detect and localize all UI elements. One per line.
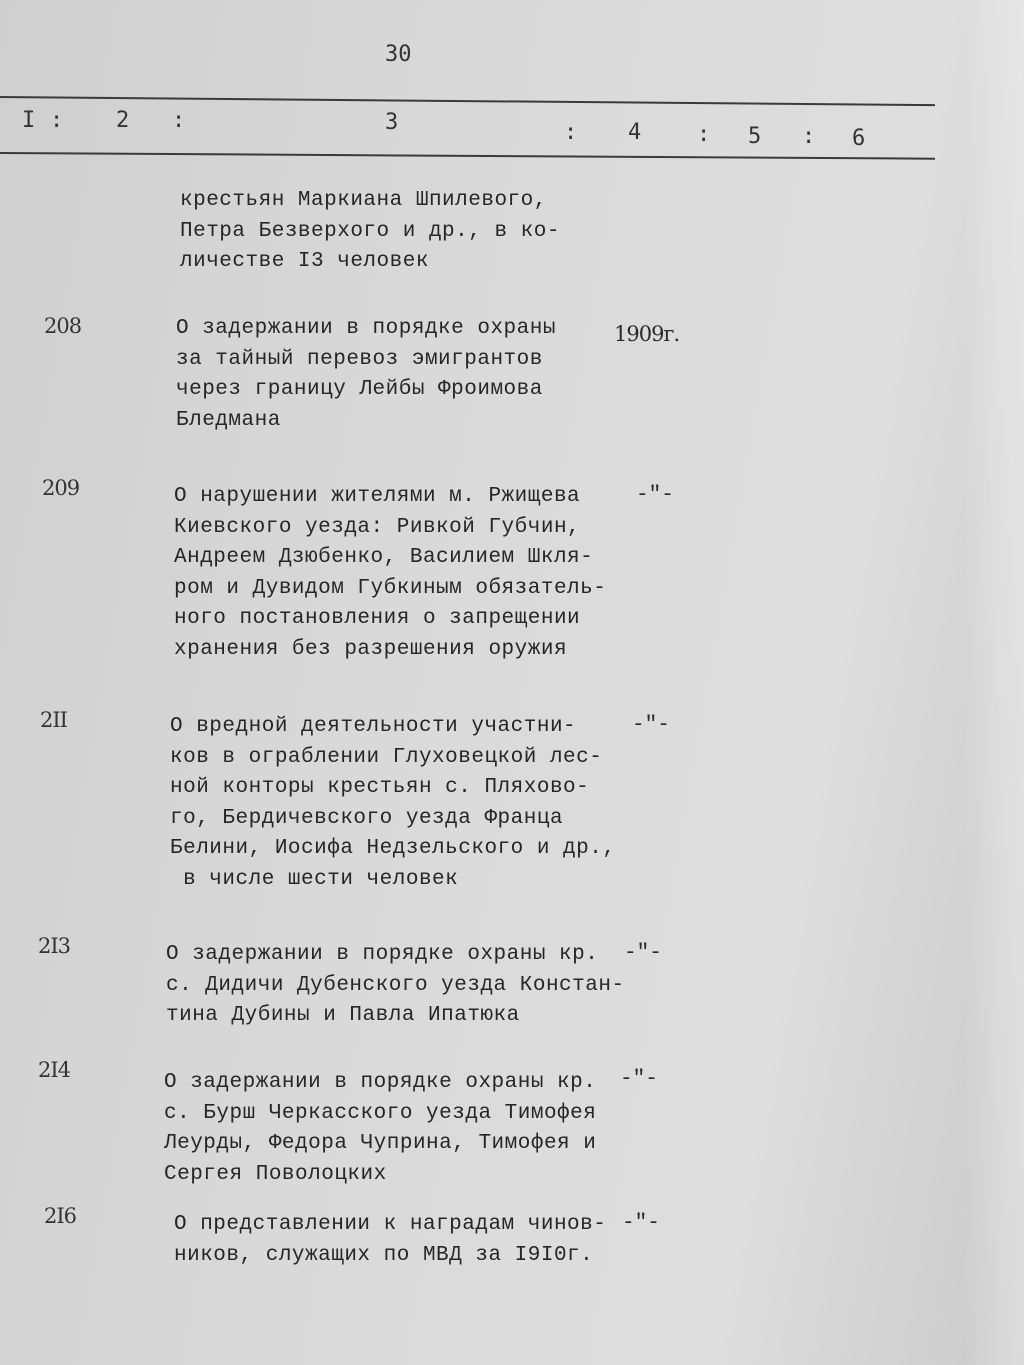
entry-number: 209 — [42, 476, 80, 500]
text-line: крестьян Маркиана Шпилевого, — [180, 189, 547, 212]
entry-date: 1909г. — [614, 322, 680, 346]
text-line: О вредной деятельности участни- — [170, 715, 577, 738]
text-line: Сергея Поволоцких — [164, 1162, 387, 1186]
entry-description — [166, 940, 625, 1032]
column-header-2: 2 — [116, 108, 130, 133]
text-line: ников, служащих по МВД за I9I0г. — [174, 1243, 594, 1267]
entry-date-ditto: -"- — [632, 714, 670, 737]
entry-description — [174, 1210, 606, 1271]
column-separator: : — [802, 124, 816, 149]
text-line: ного постановления о запрещении — [174, 607, 581, 630]
continuation-text — [180, 186, 560, 278]
entry-number: 208 — [44, 314, 82, 338]
entry-date-ditto: -"- — [620, 1068, 658, 1091]
entry-date-ditto: -"- — [636, 484, 674, 507]
column-separator: : — [172, 108, 186, 133]
entry-date-ditto: -"- — [624, 942, 662, 965]
text-line: ной конторы крестьян с. Пляхово- — [170, 776, 590, 799]
text-line: О задержании в порядке охраны — [176, 317, 556, 340]
text-line: с. Дидичи Дубенского уезда Констан- — [166, 973, 625, 997]
text-line: ром и Дувидом Губкиным обязатель- — [174, 576, 607, 600]
entry-description — [170, 712, 615, 895]
text-line: с. Бурш Черкасского уезда Тимофея — [164, 1101, 597, 1125]
text-line: О представлении к наградам чинов- — [174, 1213, 607, 1236]
entry-description — [174, 482, 606, 665]
text-line: за тайный перевоз эмигрантов — [176, 347, 543, 371]
column-header-1: I — [22, 108, 36, 133]
column-header-5: 5 — [748, 124, 762, 149]
text-line: ков в ограблении Глуховецкой лес- — [170, 745, 603, 769]
column-header-4: 4 — [628, 120, 642, 145]
text-line: Киевского уезда: Ривкой Губчин, — [174, 515, 581, 539]
text-line: хранения без разрешения оружия — [174, 637, 568, 661]
column-header-6: 6 — [852, 126, 866, 151]
text-line: го, Бердичевского уезда Франца — [170, 806, 564, 830]
text-line: О задержании в порядке охраны кр. — [166, 943, 599, 966]
header-rule-bottom — [0, 152, 935, 160]
text-line: Белини, Иосифа Недзельского и др., — [170, 837, 616, 860]
entry-number: 2II — [40, 708, 67, 732]
header-rule-top — [0, 96, 935, 106]
entry-number: 2I6 — [44, 1204, 77, 1228]
page-number: 30 — [385, 42, 412, 67]
entry-number: 2I3 — [38, 934, 71, 958]
entry-number: 2I4 — [38, 1058, 71, 1082]
text-line: через границу Лейбы Фроимова — [176, 378, 543, 401]
text-line: тина Дубины и Павла Ипатюка — [166, 1004, 520, 1027]
text-line: О нарушении жителями м. Ржищева — [174, 485, 581, 508]
page-edge-shadow — [964, 0, 1024, 1365]
text-line: О задержании в порядке охраны кр. — [164, 1071, 597, 1094]
column-header-3: 3 — [385, 110, 399, 135]
column-separator: : — [697, 122, 711, 147]
entry-description — [164, 1068, 596, 1190]
entry-date-ditto: -"- — [622, 1212, 660, 1235]
text-line: Леурды, Федора Чуприна, Тимофея и — [164, 1132, 597, 1155]
text-line: Бледмана — [176, 408, 281, 432]
text-line: личестве I3 человек — [180, 250, 429, 273]
text-line: Андреем Дзюбенко, Василием Шкля- — [174, 546, 594, 569]
text-line: в числе шести человек — [170, 867, 459, 891]
text-line: Петра Безверхого и др., в ко- — [180, 219, 560, 243]
column-separator: : — [50, 108, 64, 133]
column-separator: : — [564, 120, 578, 145]
entry-description — [176, 314, 556, 436]
